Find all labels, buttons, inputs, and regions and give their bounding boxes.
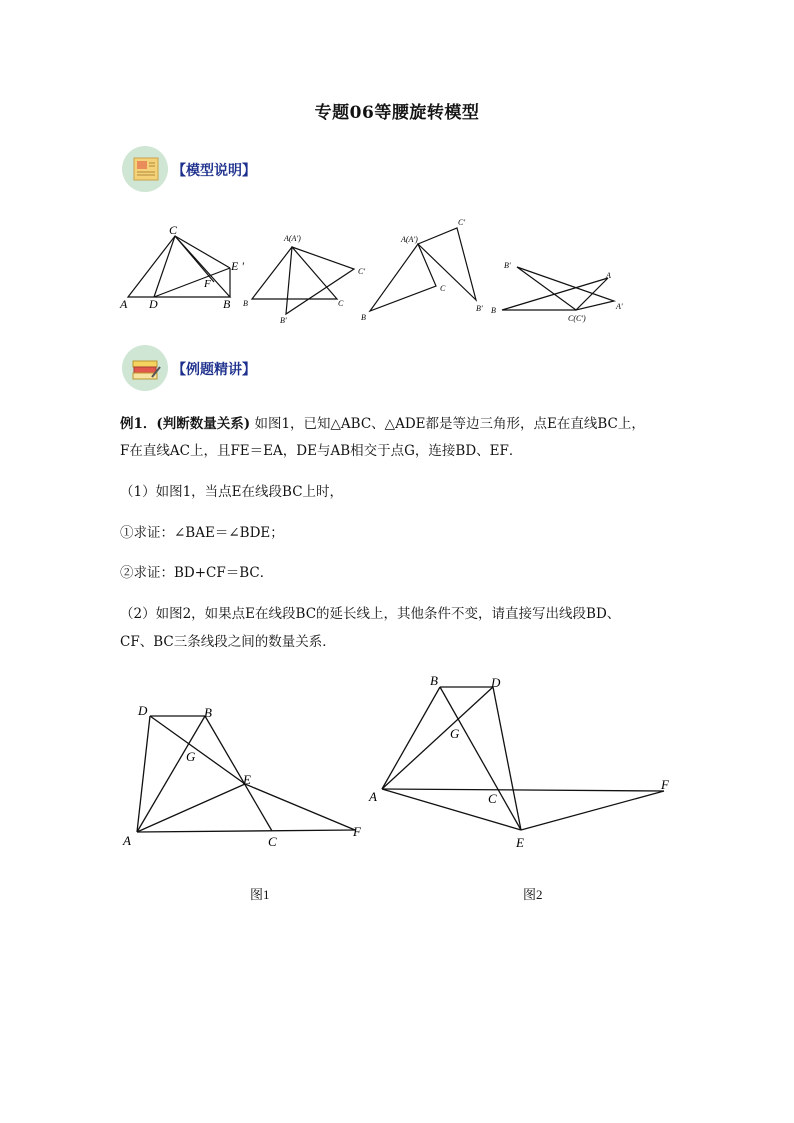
book-icon	[122, 345, 168, 391]
fig1-label-b: B	[204, 705, 212, 720]
figure-2-caption: 图2	[523, 887, 543, 902]
fig-d-label-c: C(C')	[568, 314, 586, 323]
figure-2-diagram	[366, 670, 676, 855]
fig1-label-f: F	[353, 824, 361, 839]
notebook-icon	[122, 146, 168, 192]
fig-a-label-d: D	[149, 297, 158, 311]
fig-d-label-b2: B'	[504, 261, 511, 270]
figure-1-diagram	[120, 700, 380, 860]
fig-a-label-a: A	[120, 297, 128, 311]
fig2-label-e: E	[516, 835, 524, 850]
problem-part-1: （1）如图1，当点E在线段BC上时，	[120, 484, 344, 500]
fig-d-label-a: A	[606, 271, 611, 280]
model-figure-d	[488, 258, 633, 326]
fig-a-label-c: C	[169, 223, 178, 237]
page-title: 专题06等腰旋转模型	[314, 103, 480, 123]
fig-b-label-a: A(A')	[284, 234, 301, 243]
fig2-label-d: D	[491, 675, 501, 690]
problem-line-1-text: 如图1，已知△ABC、△ADE都是等边三角形，点E在直线BC上，	[250, 416, 645, 432]
fig2-label-f: F	[661, 777, 669, 792]
fig2-label-c: C	[488, 791, 497, 806]
fig1-label-e: E	[243, 772, 251, 787]
problem-part-2-line-1: （2）如图2，如果点E在线段BC的延长线上，其他条件不变，请直接写出线段BD、	[120, 606, 621, 622]
fig-c-label-b2: B'	[476, 304, 483, 313]
problem-line-1	[120, 414, 645, 434]
problem-q2: ②求证：BD+CF＝BC．	[120, 565, 274, 581]
fig-c-label-c2: C'	[458, 218, 466, 227]
fig-c-label-b: B	[361, 313, 366, 322]
fig-d-label-b: B	[491, 306, 496, 315]
model-figure-c	[356, 216, 496, 324]
model-figure-a	[118, 222, 258, 314]
fig1-label-g: G	[186, 749, 196, 764]
fig1-label-d: D	[138, 703, 148, 718]
fig-b-label-b: B	[243, 299, 248, 308]
fig-d-label-a2: A'	[616, 302, 623, 311]
fig-c-label-a: A(A')	[401, 235, 418, 244]
problem-line-2: F在直线AC上，且FE＝EA，DE与AB相交于点G，连接BD、EF．	[120, 443, 523, 459]
fig-b-label-b2: B'	[280, 316, 287, 325]
problem-heading: 例1．(判断数量关系)	[120, 416, 251, 432]
fig-b-label-c2: C'	[358, 267, 366, 276]
problem-q1: ①求证：∠BAE＝∠BDE；	[120, 525, 284, 541]
fig2-label-g: G	[450, 726, 460, 741]
fig2-label-b: B	[430, 673, 438, 688]
fig-a-label-b: B	[223, 297, 231, 311]
fig2-label-a: A	[369, 789, 377, 804]
fig1-label-a: A	[123, 833, 131, 848]
fig-c-label-c: C	[440, 284, 446, 293]
fig-a-label-e: E '	[231, 259, 244, 273]
fig1-label-c: C	[268, 834, 277, 849]
fig-a-label-f: F	[204, 278, 211, 290]
fig-b-label-c: C	[338, 299, 344, 308]
section-model-label: 【模型说明】	[172, 163, 256, 179]
section-example-label: 【例题精讲】	[172, 362, 256, 378]
figure-1-caption: 图1	[250, 887, 270, 902]
problem-part-2-line-2: CF、BC三条线段之间的数量关系．	[120, 634, 336, 650]
